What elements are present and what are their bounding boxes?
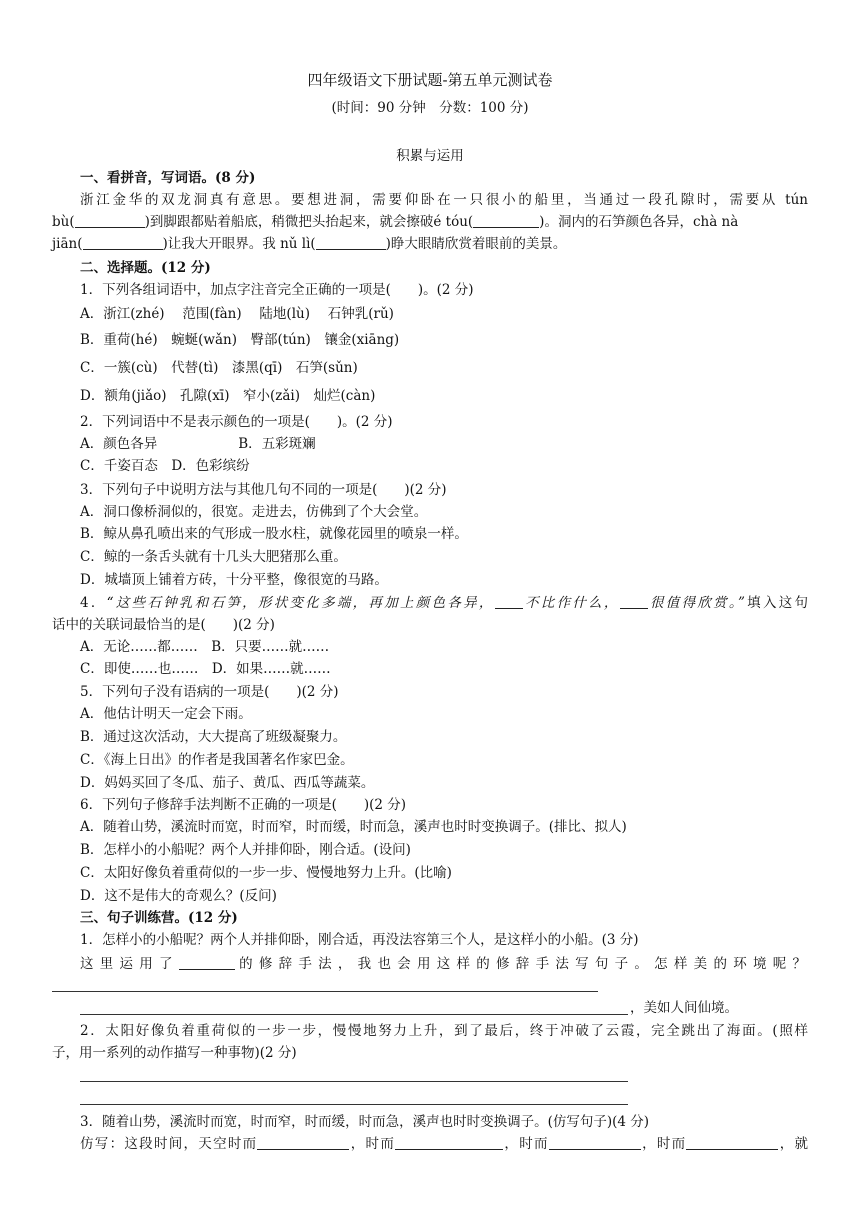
answer-line[interactable] (80, 1014, 628, 1015)
answer-blank[interactable] (83, 235, 163, 250)
q1-option-c: C．一簇(cù) 代替(tì) 漆黑(qī) 石笋(sǔn) (80, 360, 358, 376)
q2-options-cd: C．千姿百态 D．色彩缤纷 (80, 458, 250, 474)
answer-blank[interactable] (395, 1135, 503, 1150)
q4-stem-line1: 4．“这些石钟乳和石笋，形状变化多端，再加上颜色各异， 不比作什么， 很值得欣赏。”填入这句 (80, 595, 809, 611)
q1-option-a: A．浙江(zhé) 范围(fàn) 陆地(lù) 石钟乳(rǔ) (80, 306, 394, 322)
answer-blank[interactable] (620, 594, 648, 609)
q2-options-ab: A．颜色各异 B．五彩斑斓 (80, 436, 316, 452)
part1-passage-line2: bù( )到脚跟都贴着船底，稍微把头抬起来，就会擦破é tóu( )。洞内的石笋颜色各异，chà nà (52, 214, 739, 230)
p3q1-prompt: 这里运用了 的修辞手法，我也会用这样的修辞手法写句子。怎样美的环境呢？ (80, 956, 809, 972)
q5-option-c: C．《海上日出》的作者是我国著名作家巴金。 (80, 752, 354, 768)
q5-option-d: D．妈妈买回了冬瓜、茄子、黄瓜、西瓜等蔬菜。 (80, 775, 375, 791)
q1-option-b: B．重荷(hé) 蜿蜒(wǎn) 臀部(tún) 镶金(xiāng) (80, 332, 400, 348)
answer-blank[interactable] (257, 1135, 349, 1150)
p3q3-stem: 3．随着山势，溪流时而宽，时而窄，时而缓，时而急，溪声也时时变换调子。(仿写句子)(4 分) (80, 1114, 650, 1130)
p3q3-prompt: 仿写：这段时间，天空时而 ，时而 ，时而 ，时而 ，就 (80, 1136, 809, 1152)
q2-stem: 2．下列词语中不是表示颜色的一项是( )。(2 分) (80, 414, 393, 430)
q3-stem: 3．下列句子中说明方法与其他几句不同的一项是( )(2 分) (80, 482, 447, 498)
answer-blank[interactable] (75, 213, 145, 228)
q5-stem: 5．下列句子没有语病的一项是( )(2 分) (80, 684, 339, 700)
q3-option-b: B．鲸从鼻孔喷出来的气形成一股水柱，就像花园里的喷泉一样。 (80, 526, 468, 542)
part1-heading: 一、看拼音，写词语。(8 分) (80, 170, 256, 186)
q3-option-a: A．洞口像桥洞似的，很宽。走进去，仿佛到了个大会堂。 (80, 504, 428, 520)
q4-stem-line2: 话中的关联词最恰当的是( )(2 分) (52, 617, 275, 633)
q6-option-a: A．随着山势，溪流时而宽，时而窄，时而缓，时而急，溪声也时时变换调子。(排比、拟人) (80, 819, 627, 835)
q1-option-d: D．额角(jiǎo) 孔隙(xī) 窄小(zǎi) 灿烂(càn) (80, 388, 376, 404)
part1-passage-line1: 浙江金华的双龙洞真有意思。要想进洞，需要仰卧在一只很小的船里，当通过一段孔隙时，需要从 tún (80, 192, 808, 208)
answer-blank[interactable] (316, 235, 386, 250)
q5-option-b: B．通过这次活动，大大提高了班级凝聚力。 (80, 729, 347, 745)
q6-option-c: C．太阳好像负着重荷似的一步一步、慢慢地努力上升。(比喻) (80, 865, 452, 881)
answer-blank[interactable] (473, 213, 539, 228)
q3-option-c: C．鲸的一条舌头就有十几头大肥猪那么重。 (80, 549, 347, 565)
p3q2-stem-line2: 子，用一系列的动作描写一种事物)(2 分) (52, 1045, 297, 1061)
p3q1-ending: ，美如人间仙境。 (630, 1000, 738, 1016)
answer-line[interactable] (80, 1081, 628, 1082)
p3q2-stem-line1: 2．太阳好像负着重荷似的一步一步，慢慢地努力上升，到了最后，终于冲破了云霞，完全跳出了海面。(照样 (80, 1023, 808, 1039)
q5-option-a: A．他估计明天一定会下雨。 (80, 706, 252, 722)
part2-heading: 二、选择题。(12 分) (80, 260, 211, 276)
part1-passage-line3: jiān( )让我大开眼界。我 nǔ lì( )睁大眼睛欣赏着眼前的美景。 (52, 236, 567, 252)
q4-options-ab: A．无论……都…… B．只要……就…… (80, 639, 330, 655)
q6-option-d: D．这不是伟大的奇观么？(反问) (80, 888, 277, 904)
answer-line[interactable] (52, 991, 598, 992)
answer-line[interactable] (80, 1104, 628, 1105)
answer-blank[interactable] (179, 955, 235, 970)
q4-options-cd: C．即使……也…… D．如果……就…… (80, 661, 331, 677)
answer-blank[interactable] (686, 1135, 778, 1150)
answer-blank[interactable] (549, 1135, 641, 1150)
q3-option-d: D．城墙顶上铺着方砖，十分平整，像很宽的马路。 (80, 572, 388, 588)
q1-stem: 1．下列各组词语中，加点字注音完全正确的一项是( )。(2 分) (80, 282, 474, 298)
exam-title: 四年级语文下册试题-第五单元测试卷 (307, 71, 553, 89)
part3-heading: 三、句子训练营。(12 分) (80, 910, 238, 926)
section-heading: 积累与运用 (396, 148, 464, 164)
q6-stem: 6．下列句子修辞手法判断不正确的一项是( )(2 分) (80, 797, 407, 813)
exam-subtitle: (时间：90 分钟 分数：100 分) (331, 100, 529, 116)
answer-blank[interactable] (495, 594, 523, 609)
p3q1-stem: 1．怎样小的小船呢？两个人并排仰卧，刚合适，再没法容第三个人，是这样小的小船。(3 分) (80, 932, 639, 948)
q6-option-b: B．怎样小的小船呢？两个人并排仰卧，刚合适。(设问) (80, 842, 411, 858)
